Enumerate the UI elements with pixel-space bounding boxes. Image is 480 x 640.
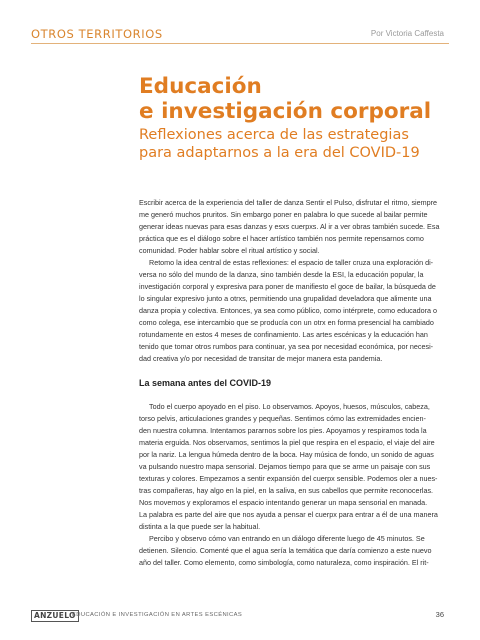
body-line: tras compañeras, hay algo en la piel, en la saliva, en sus cabellos que permite reconocerlas. bbox=[139, 486, 434, 495]
body-line: investigación corporal y expresiva para poner de manifiesto el goce de bailar, la búsqueda de bbox=[139, 282, 436, 291]
body-line: rotundamente en estos 4 meses de confinamiento. Las artes escénicas y la educación han bbox=[139, 330, 428, 339]
article-subtitle bbox=[139, 126, 420, 162]
subtitle-line: Reflexiones acerca de las estrategias bbox=[139, 127, 409, 143]
section-paragraphs bbox=[139, 401, 447, 569]
section-label: OTROS TERRITORIOS bbox=[31, 27, 163, 41]
author-byline: Por Victoria Caffesta bbox=[370, 29, 444, 38]
body-line: dad creativa y/o por necesidad de transitar de mejor manera esta pandemia. bbox=[139, 354, 383, 363]
body-line: me generó muchos pruritos. Sin embargo poner en palabra lo que sucede al bailar permite bbox=[139, 210, 428, 219]
magazine-logo: ANZUELO bbox=[31, 610, 79, 622]
section-rule bbox=[31, 43, 449, 44]
body-line: La palabra es parte del aire que nos ayuda a pensar el cuerpx para entrar a él de una manera bbox=[139, 510, 438, 519]
body-line: texturas y colores. Empezamos a sentir expansión del cuerpx sensible. Podemos oler a nues- bbox=[139, 474, 438, 483]
subtitle-line: para adaptarnos a la era del COVID-19 bbox=[139, 145, 420, 161]
body-line: versa no sólo del mundo de la danza, sino también desde la ESI, la educación popular, la bbox=[139, 270, 424, 279]
body-line: tenido que tomar otros rumbos para continuar, ya sea por necesidad económica, por necesi- bbox=[139, 342, 434, 351]
body-line: Escribir acerca de la experiencia del taller de danza Sentir el Pulso, disfrutar el ritmo, siempre bbox=[139, 198, 438, 207]
footer-title: EDUCACIÓN E INVESTIGACIÓN EN ARTES ESCÉNICAS bbox=[72, 612, 243, 618]
body-line: torso pelvis, articulaciones grandes y pequeñas. Sentimos cómo las extremidades encien- bbox=[139, 414, 426, 423]
body-line: Todo el cuerpo apoyado en el piso. Lo observamos. Apoyos, huesos, músculos, cabeza, bbox=[149, 402, 430, 411]
body-line: Percibo y observo cómo van entrando en un diálogo diferente luego de 45 minutos. Se bbox=[149, 534, 425, 543]
body-line: Retomo la idea central de estas reflexiones: el espacio de taller cruza una exploración di- bbox=[149, 258, 434, 267]
title-line: e investigación corporal bbox=[139, 99, 432, 124]
body-line: danza propia y colectiva. Entonces, ya sea como público, como intérprete, como educadora o bbox=[139, 306, 438, 315]
body-line: den nuestra columna. Intentamos pararnos sobre los pies. Apoyamos y respiramos toda la bbox=[139, 426, 427, 435]
body-line: Nos movemos y exploramos el espacio intentando generar un mapa sensorial en manada. bbox=[139, 498, 428, 507]
body-line: materia erguida. Nos observamos, sentimos la piel que respira en el espacio, el viaje del aire bbox=[139, 438, 435, 447]
section-heading: La semana antes del COVID-19 bbox=[139, 378, 272, 388]
body-line: detienen. Silencio. Comenté que el agua sería la temática que daría comienzo a este nuevo bbox=[139, 546, 432, 555]
body-line: como colega, ese intercambio que se producía con un otrx en forma presencial ha cambiado bbox=[139, 318, 434, 327]
body-line: lo singular expresivo junto a otrxs, permitiendo una grupalidad develadora que alimente una bbox=[139, 294, 432, 303]
article-title bbox=[139, 74, 431, 124]
page-number: 36 bbox=[435, 610, 444, 619]
body-line: generar ideas nuevas para esas danzas y esxs cuerpxs. Al ir a ver obras también sucede. Esa bbox=[139, 222, 440, 231]
body-line: año del taller. Como elemento, como simbología, como naturaleza, como inspiración. El rit- bbox=[139, 558, 429, 567]
title-line: Educación bbox=[139, 74, 262, 99]
body-line: distinta a la que puede ser la habitual. bbox=[139, 522, 261, 531]
body-line: práctica que es el diálogo sobre el hacer artístico también nos permite repensarnos como bbox=[139, 234, 424, 243]
body-line: por la nariz. La lengua húmeda dentro de la boca. Hay música de fondo, un sonido de aguas bbox=[139, 450, 434, 459]
body-line: comunidad. Poder hablar sobre el ritual artístico y social. bbox=[139, 246, 320, 255]
body-line: va pulsando nuestro mapa sensorial. Dejamos tiempo para que se arme un paisaje con sus bbox=[139, 462, 431, 471]
intro-paragraphs bbox=[139, 197, 447, 365]
